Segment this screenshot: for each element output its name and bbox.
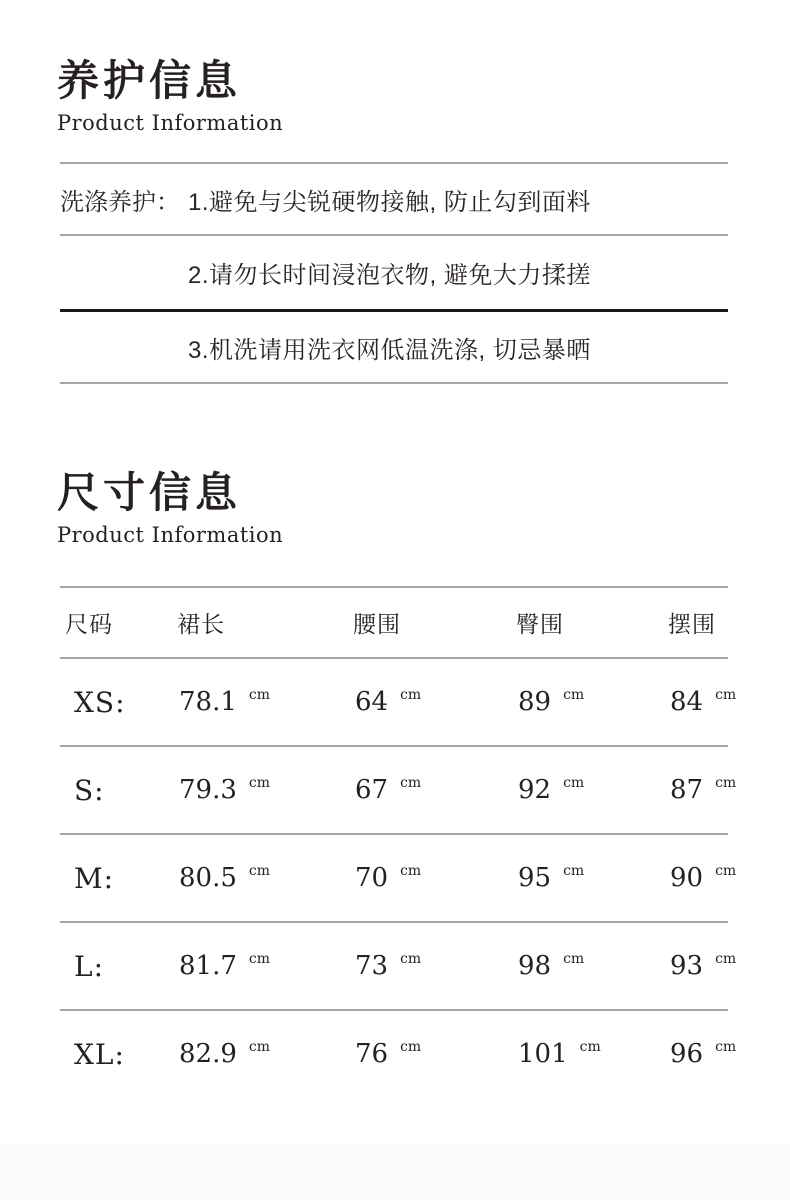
unit-cm: cm: [563, 775, 585, 791]
care-instruction-row: [60, 312, 728, 384]
size-section-subtitle: Product Information: [57, 523, 284, 548]
size-table-header-waist: 腰围: [353, 612, 401, 638]
hem-value: 96 cm: [670, 1039, 737, 1069]
hem-value: 93 cm: [670, 951, 737, 981]
unit-cm: cm: [400, 863, 422, 879]
waist-value: 73 cm: [355, 951, 422, 981]
unit-cm: cm: [563, 863, 585, 879]
skirt-length-value: 82.9 cm: [179, 1039, 271, 1069]
size-table-header-row: [60, 588, 728, 659]
care-instruction-text: 2.请勿长时间浸泡衣物, 避免大力揉搓: [188, 262, 591, 289]
unit-cm: cm: [400, 951, 422, 967]
size-label: M:: [74, 861, 115, 895]
unit-cm: cm: [715, 775, 737, 791]
unit-cm: cm: [715, 951, 737, 967]
waist-value: 64 cm: [355, 687, 422, 717]
unit-cm: cm: [579, 1039, 601, 1055]
hem-value: 84 cm: [670, 687, 737, 717]
unit-cm: cm: [248, 775, 271, 791]
size-table-header-size: 尺码: [65, 612, 113, 638]
size-table-header-skirt-length: 裙长: [177, 612, 225, 638]
care-section-subtitle: Product Information: [57, 111, 284, 136]
skirt-length-value: 80.5 cm: [179, 863, 271, 893]
size-label: S:: [74, 773, 105, 807]
waist-value: 76 cm: [355, 1039, 422, 1069]
waist-value: 70 cm: [355, 863, 422, 893]
unit-cm: cm: [715, 687, 737, 703]
unit-cm: cm: [248, 687, 271, 703]
size-table: [60, 586, 737, 1097]
hip-value: 98 cm: [518, 951, 585, 981]
care-section-header: [57, 56, 283, 135]
unit-cm: cm: [715, 1039, 737, 1055]
size-label: XS:: [74, 685, 126, 719]
size-section-title: 尺寸信息: [57, 468, 242, 517]
unit-cm: cm: [400, 687, 422, 703]
hem-value: 87 cm: [670, 775, 737, 805]
size-label: L:: [74, 949, 105, 983]
size-table-row-m: [60, 835, 737, 923]
size-table-row-l: [60, 923, 737, 1011]
hip-value: 89 cm: [518, 687, 585, 717]
care-instruction-text: 3.机洗请用洗衣网低温洗涤, 切忌暴晒: [188, 336, 591, 364]
size-table-row-xl: [60, 1011, 737, 1097]
unit-cm: cm: [248, 1039, 271, 1055]
skirt-length-value: 79.3 cm: [179, 775, 271, 805]
skirt-length-value: 78.1 cm: [179, 687, 271, 717]
care-instruction-text: 1.避免与尖锐硬物接触, 防止勾到面料: [188, 188, 591, 216]
care-instruction-row: [60, 164, 728, 236]
care-section-title: 养护信息: [57, 56, 242, 105]
skirt-length-value: 81.7 cm: [179, 951, 271, 981]
hip-value: 101 cm: [518, 1039, 601, 1069]
hem-value: 90 cm: [670, 863, 737, 893]
unit-cm: cm: [400, 1039, 422, 1055]
unit-cm: cm: [563, 687, 585, 703]
size-table-row-s: [60, 747, 737, 835]
unit-cm: cm: [563, 951, 585, 967]
hip-value: 95 cm: [518, 863, 585, 893]
size-table-header-hem: 摆围: [668, 612, 716, 638]
size-section-header: [57, 468, 283, 547]
unit-cm: cm: [715, 863, 737, 879]
care-instructions-table: [60, 162, 728, 384]
hip-value: 92 cm: [518, 775, 585, 805]
waist-value: 67 cm: [355, 775, 422, 805]
size-table-header-hip: 臀围: [516, 612, 564, 638]
size-table-row-xs: [60, 659, 737, 747]
care-row-label: 洗涤养护：: [60, 188, 180, 216]
unit-cm: cm: [248, 951, 271, 967]
footer-band: [0, 1144, 790, 1200]
unit-cm: cm: [248, 863, 271, 879]
size-label: XL:: [74, 1037, 125, 1071]
unit-cm: cm: [400, 775, 422, 791]
care-instruction-row: [60, 236, 728, 312]
